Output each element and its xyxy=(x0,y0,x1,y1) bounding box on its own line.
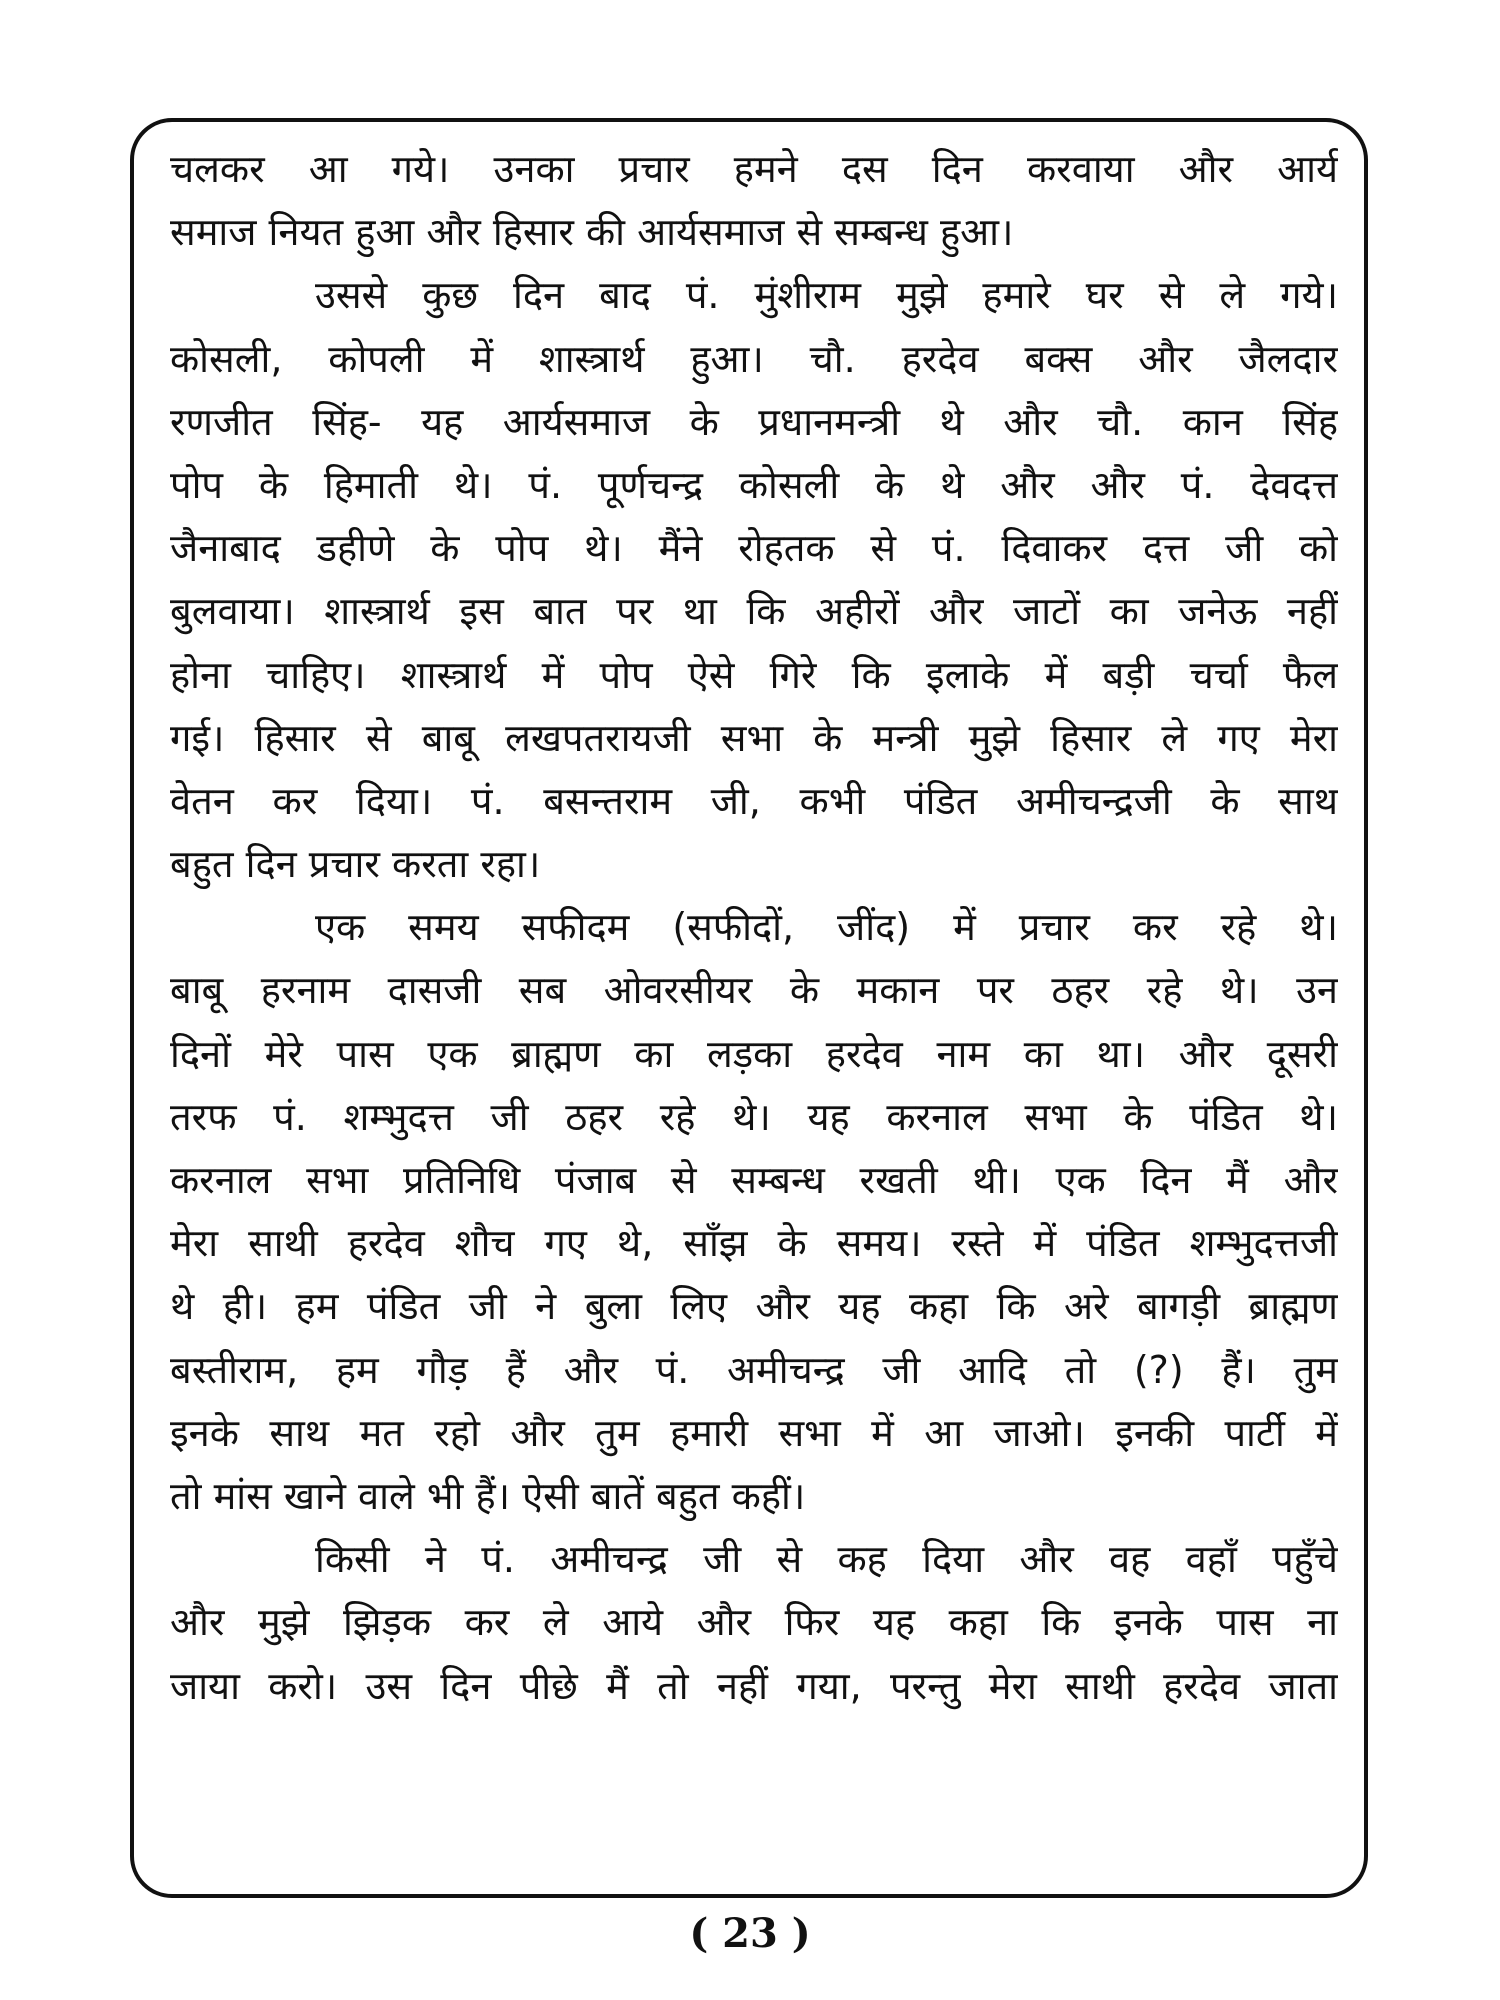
text-line: और मुझे झिड़क कर ले आये और फिर यह कहा कि इनके पास ना xyxy=(170,1600,1338,1645)
text-line: गई। हिसार से बाबू लखपतरायजी सभा के मन्त्री मुझे हिसार ले गए मेरा xyxy=(170,715,1338,760)
page-number: ( 23 ) xyxy=(689,1910,811,1957)
text-line: दिनों मेरे पास एक ब्राह्मण का लड़का हरदेव नाम का था। और दूसरी xyxy=(170,1031,1338,1076)
text-line: किसी ने पं. अमीचन्द्र जी से कह दिया और वह वहाँ पहुँचे xyxy=(315,1537,1338,1582)
text-line: एक समय सफीदम (सफीदों, जींद) में प्रचार कर रहे थे। xyxy=(315,905,1338,950)
text-line: रणजीत सिंह- यह आर्यसमाज के प्रधानमन्त्री थे और चौ. कान सिंह xyxy=(170,399,1338,444)
text-line: थे ही। हम पंडित जी ने बुला लिए और यह कहा कि अरे बागड़ी ब्राह्मण xyxy=(170,1284,1338,1329)
text-line: इनके साथ मत रहो और तुम हमारी सभा में आ जाओ। इनकी पार्टी में xyxy=(170,1410,1338,1455)
text-line: जाया करो। उस दिन पीछे मैं तो नहीं गया, परन्तु मेरा साथी हरदेव जाता xyxy=(170,1663,1338,1708)
text-line: करनाल सभा प्रतिनिधि पंजाब से सम्बन्ध रखती थी। एक दिन मैं और xyxy=(170,1158,1338,1202)
text-line: समाज नियत हुआ और हिसार की आर्यसमाज से सम्बन्ध हुआ। xyxy=(170,210,1014,255)
page-text-body xyxy=(170,138,1338,1883)
text-line: होना चाहिए। शास्त्रार्थ में पोप ऐसे गिरे कि इलाके में बड़ी चर्चा फैल xyxy=(170,652,1338,697)
text-line: जैनाबाद डहीणे के पोप थे। मैंने रोहतक से पं. दिवाकर दत्त जी को xyxy=(170,526,1338,571)
text-line: बाबू हरनाम दासजी सब ओवरसीयर के मकान पर ठहर रहे थे। उन xyxy=(170,968,1338,1013)
text-line: मेरा साथी हरदेव शौच गए थे, साँझ के समय। रस्ते में पंडित शम्भुदत्तजी xyxy=(170,1221,1338,1266)
text-line: पोप के हिमाती थे। पं. पूर्णचन्द्र कोसली के थे और और पं. देवदत्त xyxy=(170,462,1338,507)
text-line: उससे कुछ दिन बाद पं. मुंशीराम मुझे हमारे घर से ले गये। xyxy=(315,273,1338,318)
text-line: कोसली, कोपली में शास्त्रार्थ हुआ। चौ. हरदेव बक्स और जैलदार xyxy=(170,336,1338,381)
text-line: चलकर आ गये। उनका प्रचार हमने दस दिन करवाया और आर्य xyxy=(170,147,1338,191)
text-line: तरफ पं. शम्भुदत्त जी ठहर रहे थे। यह करनाल सभा के पंडित थे। xyxy=(170,1094,1338,1139)
text-line: वेतन कर दिया। पं. बसन्तराम जी, कभी पंडित अमीचन्द्रजी के साथ xyxy=(170,778,1338,823)
text-line: बुलवाया। शास्त्रार्थ इस बात पर था कि अहीरों और जाटों का जनेऊ नहीं xyxy=(170,589,1338,634)
text-line: तो मांस खाने वाले भी हैं। ऐसी बातें बहुत कहीं। xyxy=(170,1473,806,1518)
text-line: बस्तीराम, हम गौड़ हैं और पं. अमीचन्द्र जी आदि तो (?) हैं। तुम xyxy=(170,1347,1338,1392)
text-line: बहुत दिन प्रचार करता रहा। xyxy=(170,842,541,887)
